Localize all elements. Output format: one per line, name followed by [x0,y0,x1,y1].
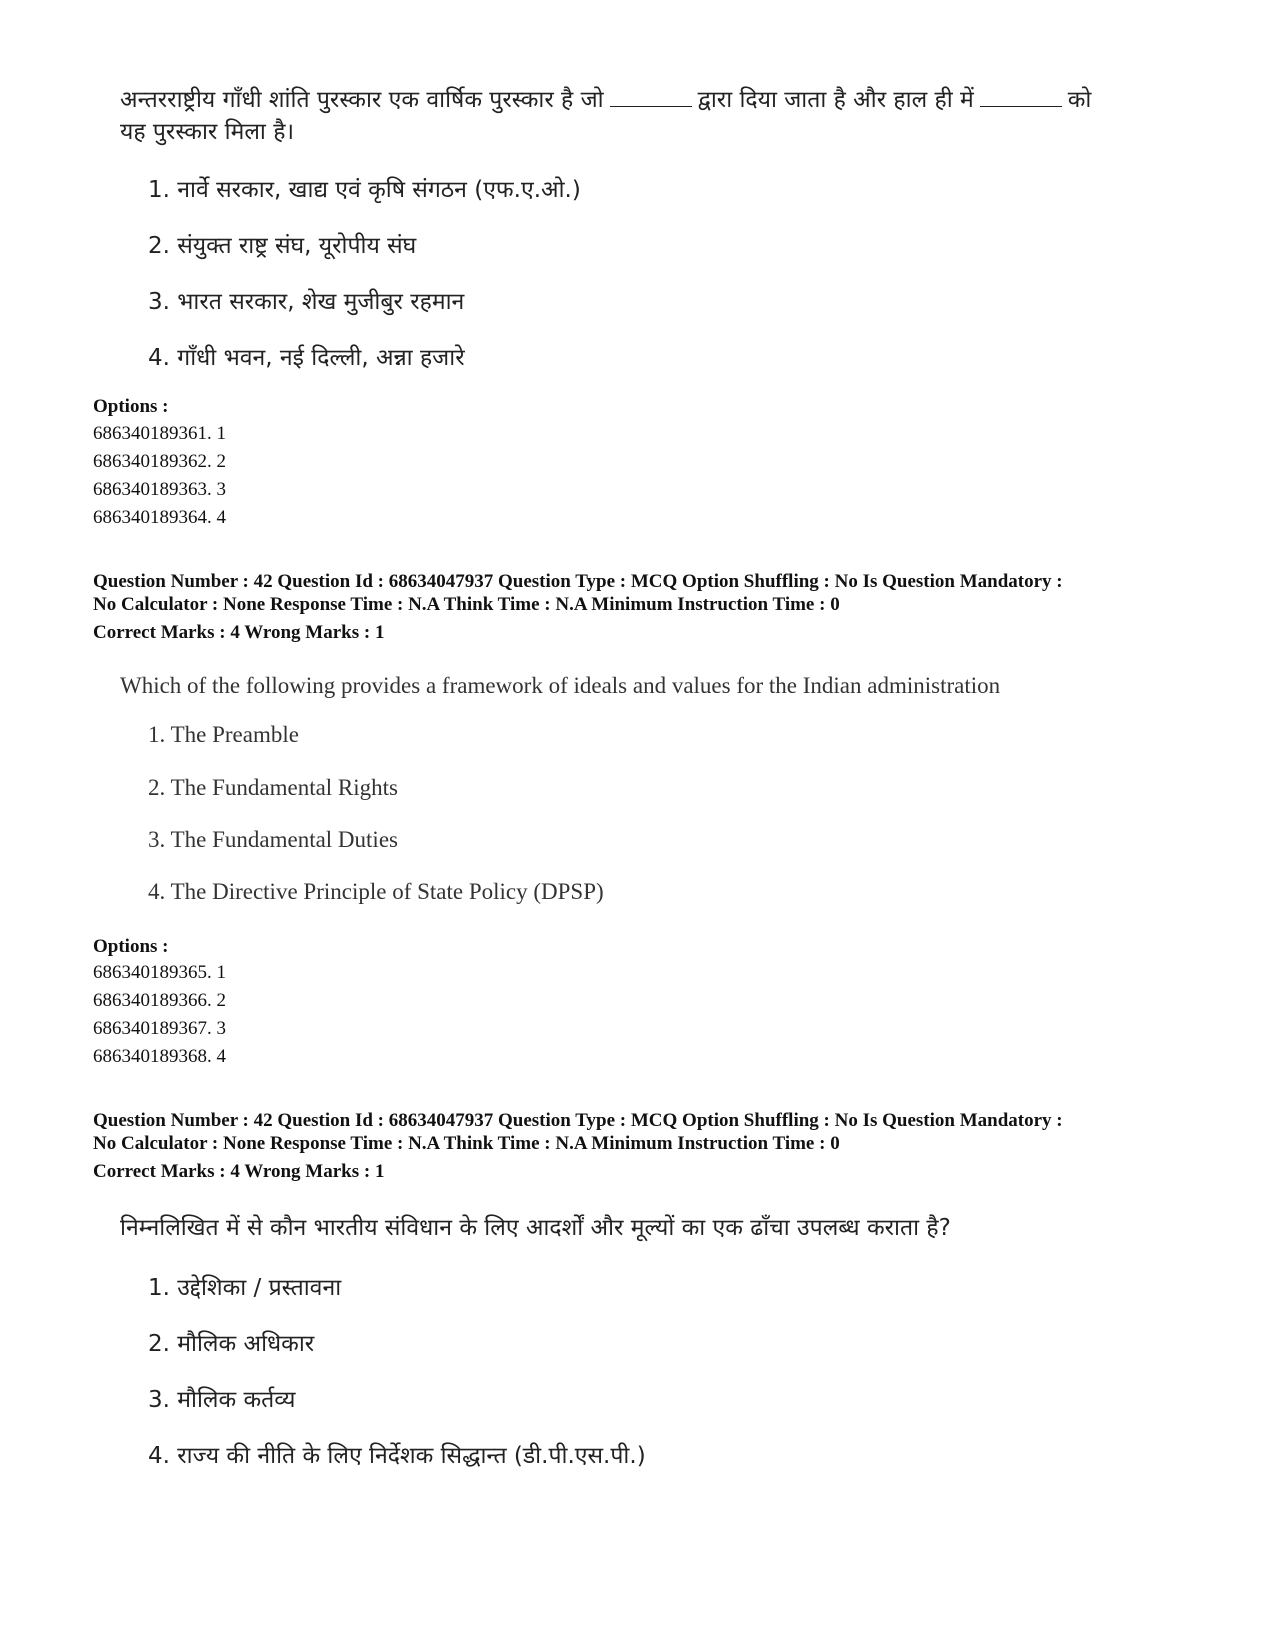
answer-choice: 3. मौलिक कर्तव्य [148,1387,296,1413]
answer-choice: 2. संयुक्त राष्ट्र संघ, यूरोपीय संघ [148,233,417,259]
answer-choice: 1. उद्देशिका / प्रस्तावना [148,1275,342,1301]
option-id-line: 686340189366. 2 [93,990,226,1011]
fill-blank [980,84,1062,107]
question-meta-line: No Calculator : None Response Time : N.A Think Time : N.A Minimum Instruction Time : 0 [93,594,840,615]
marks-line: Correct Marks : 4 Wrong Marks : 1 [93,622,385,643]
answer-choice: 3. भारत सरकार, शेख मुजीबुर रहमान [148,289,465,315]
answer-choice: 2. The Fundamental Rights [148,775,399,800]
option-id-line: 686340189365. 1 [93,962,226,983]
answer-choice: 1. The Preamble [148,722,299,747]
question-text: निम्नलिखित में से कौन भारतीय संविधान के लिए आदर्शों और मूल्यों का एक ढाँचा उपलब्ध कराता है? [120,1215,951,1241]
answer-choice: 4. राज्य की नीति के लिए निर्देशक सिद्धान्त (डी.पी.एस.पी.) [148,1443,646,1469]
fill-blank [610,84,692,107]
question-text-line2: यह पुरस्कार मिला है। [120,119,295,145]
answer-choice: 1. नार्वे सरकार, खाद्य एवं कृषि संगठन (एफ.ए.ओ.) [148,177,581,203]
question-text: Which of the following provides a framework of ideals and values for the Indian administration [120,673,1001,698]
question-text-part: को [1067,87,1092,113]
options-label: Options : [93,936,169,957]
marks-line: Correct Marks : 4 Wrong Marks : 1 [93,1161,385,1182]
question-text-part: द्वारा दिया जाता है और हाल ही में [697,87,974,113]
answer-choice: 3. The Fundamental Duties [148,827,398,852]
question-meta-line: Question Number : 42 Question Id : 68634047937 Question Type : MCQ Option Shuffling : No Is Question Mandatory : [93,1110,1063,1131]
question-text-part: अन्तरराष्ट्रीय गाँधी शांति पुरस्कार एक वार्षिक पुरस्कार है जो [120,87,604,113]
option-id-line: 686340189361. 1 [93,423,226,444]
question-meta-line: No Calculator : None Response Time : N.A Think Time : N.A Minimum Instruction Time : 0 [93,1133,840,1154]
question-text [120,84,1091,116]
option-id-line: 686340189364. 4 [93,507,226,528]
option-id-line: 686340189368. 4 [93,1046,226,1067]
option-id-line: 686340189363. 3 [93,479,226,500]
answer-choice: 2. मौलिक अधिकार [148,1331,315,1357]
option-id-line: 686340189367. 3 [93,1018,226,1039]
question-meta-line: Question Number : 42 Question Id : 68634047937 Question Type : MCQ Option Shuffling : No Is Question Mandatory : [93,571,1063,592]
answer-choice: 4. The Directive Principle of State Policy (DPSP) [148,879,604,904]
answer-choice: 4. गाँधी भवन, नई दिल्ली, अन्ना हजारे [148,345,465,371]
options-label: Options : [93,396,169,417]
option-id-line: 686340189362. 2 [93,451,226,472]
